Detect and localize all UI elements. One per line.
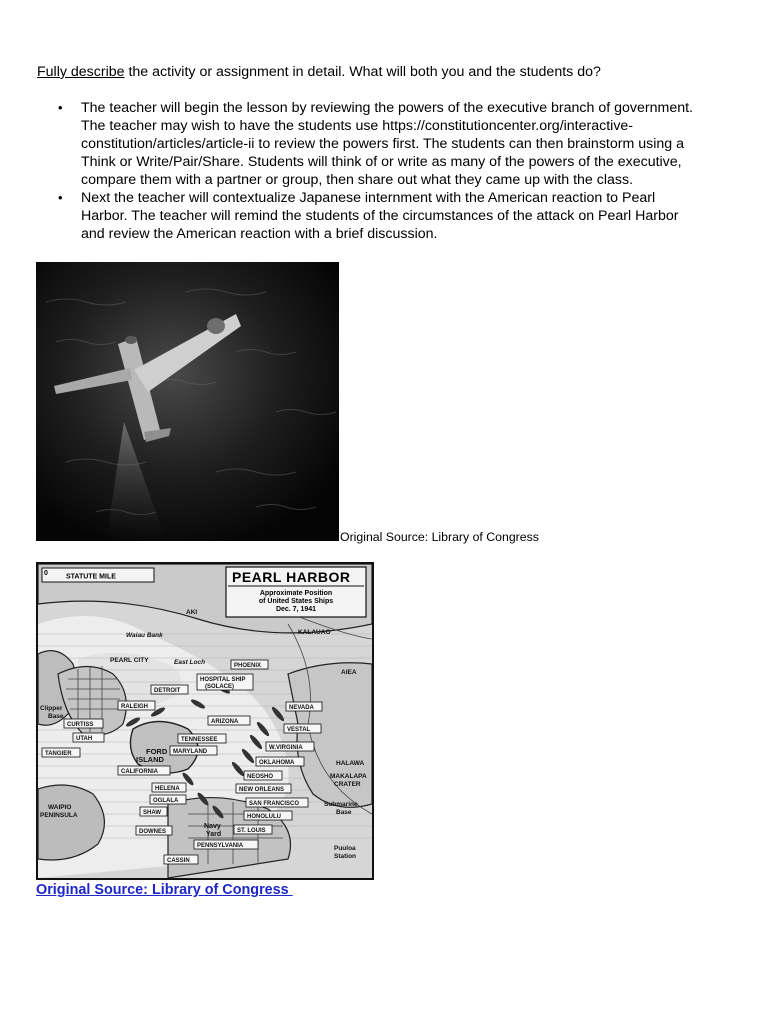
bullet-line: The teacher will begin the lesson by reviewing the powers of the executive branch of government. xyxy=(81,100,693,116)
ship-label: HONOLULU xyxy=(247,814,281,820)
place-label: WAIPIO xyxy=(48,804,72,811)
bullet-line: Harbor. The teacher will remind the students of the circumstances of the attack on Pearl Harbor xyxy=(81,208,679,224)
pearl-harbor-map-image xyxy=(38,564,372,878)
ship-label: DOWNES xyxy=(139,829,166,835)
list-item xyxy=(37,189,737,243)
map-title: PEARL HARBOR xyxy=(232,569,351,585)
ship-label: CURTISS xyxy=(67,722,94,728)
map-subtitle-line: of United States Ships xyxy=(258,598,334,605)
photo-caption: Original Source: Library of Congress xyxy=(340,530,539,544)
prompt-emphasis: Fully describe xyxy=(37,64,125,80)
aircraft-photo xyxy=(36,262,339,541)
ship-label: SAN FRANCISCO xyxy=(249,801,300,807)
bullet-line: The teacher may wish to have the students use https://constitutioncenter.org/interactive- xyxy=(81,118,634,134)
bullet-line: constitution/articles/article-ii to review the powers first. The students can then brainstorm using a xyxy=(81,136,684,152)
place-label: AIEA xyxy=(341,669,357,676)
svg-text:0: 0 xyxy=(44,570,48,577)
ship-label: CASSIN xyxy=(167,858,190,864)
ship-label: NEVADA xyxy=(289,705,314,711)
place-label: Navy xyxy=(204,823,221,830)
map-subtitle-line: Approximate Position xyxy=(259,590,333,597)
place-label: Clipper xyxy=(40,705,63,712)
ship-label: MARYLAND xyxy=(173,749,208,755)
place-label: Base xyxy=(336,809,352,816)
bullet-icon: • xyxy=(58,190,63,205)
place-label: FORD xyxy=(146,747,168,756)
ship-label: VESTAL xyxy=(287,727,311,733)
ship-label: DETROIT xyxy=(154,688,181,694)
place-label: East Loch xyxy=(174,659,206,666)
map-subtitle-line: Dec. 7, 1941 xyxy=(275,606,317,613)
ship-label: ST. LOUIS xyxy=(237,828,266,834)
ship-label: TANGIER xyxy=(45,751,72,757)
map-source-link[interactable]: Original Source: Library of Congress xyxy=(36,882,293,898)
ship-label: RALEIGH xyxy=(121,704,148,710)
ship-label: OGLALA xyxy=(153,798,179,804)
ship-label: CALIFORNIA xyxy=(121,769,158,775)
bullet-line: Think or Write/Pair/Share. Students will think of or write as many of the powers of the executive, xyxy=(81,154,682,170)
ship-label: PHOENIX xyxy=(234,663,262,669)
place-label: MAKALAPA xyxy=(330,773,367,780)
place-label: PENINSULA xyxy=(40,812,78,819)
ship-label: HOSPITAL SHIP xyxy=(200,677,246,683)
ship-label: NEOSHO xyxy=(247,774,274,780)
place-label: AKI xyxy=(186,609,198,616)
bullet-line: Next the teacher will contextualize Japanese internment with the American reaction to Pearl xyxy=(81,190,656,206)
place-label: Yard xyxy=(206,831,222,838)
ship-label: TENNESSEE xyxy=(181,737,218,743)
ship-label: OKLAHOMA xyxy=(259,760,295,766)
ship-label: PENNSYLVANIA xyxy=(197,843,244,849)
list-item xyxy=(37,99,737,189)
place-label: Station xyxy=(334,853,357,860)
ship-label: ARIZONA xyxy=(211,719,239,725)
ship-label: (SOLACE) xyxy=(205,684,234,690)
place-label: Puuloa xyxy=(334,845,356,852)
pearl-harbor-map xyxy=(36,562,374,880)
place-label: Base xyxy=(48,713,64,720)
bullet-line: compare them with a partner or group, then share out what they came up with the class. xyxy=(81,172,634,188)
place-label: Submarine xyxy=(324,801,358,808)
ship-label: HELENA xyxy=(155,786,180,792)
place-label: Waiau Bank xyxy=(126,632,163,639)
activity-bullet-list xyxy=(37,99,737,243)
aircraft-photo-image xyxy=(36,262,339,541)
ship-label: SHAW xyxy=(143,810,161,816)
place-label: CRATER xyxy=(334,781,361,788)
bullet-icon: • xyxy=(58,100,63,115)
ship-label: W.VIRGINIA xyxy=(269,745,303,751)
place-label: PEARL CITY xyxy=(110,657,149,664)
ship-label: NEW ORLEANS xyxy=(239,787,284,793)
ship-label: UTAH xyxy=(76,736,93,742)
prompt-heading xyxy=(37,63,737,81)
place-label: KALAUAO xyxy=(298,629,331,636)
map-scale-label: STATUTE MILE xyxy=(66,573,116,581)
place-label: ISLAND xyxy=(136,755,164,764)
place-label: HALAWA xyxy=(336,760,365,767)
bullet-line: and review the American reaction with a brief discussion. xyxy=(81,226,438,242)
prompt-text: the activity or assignment in detail. What will both you and the students do? xyxy=(124,64,601,80)
